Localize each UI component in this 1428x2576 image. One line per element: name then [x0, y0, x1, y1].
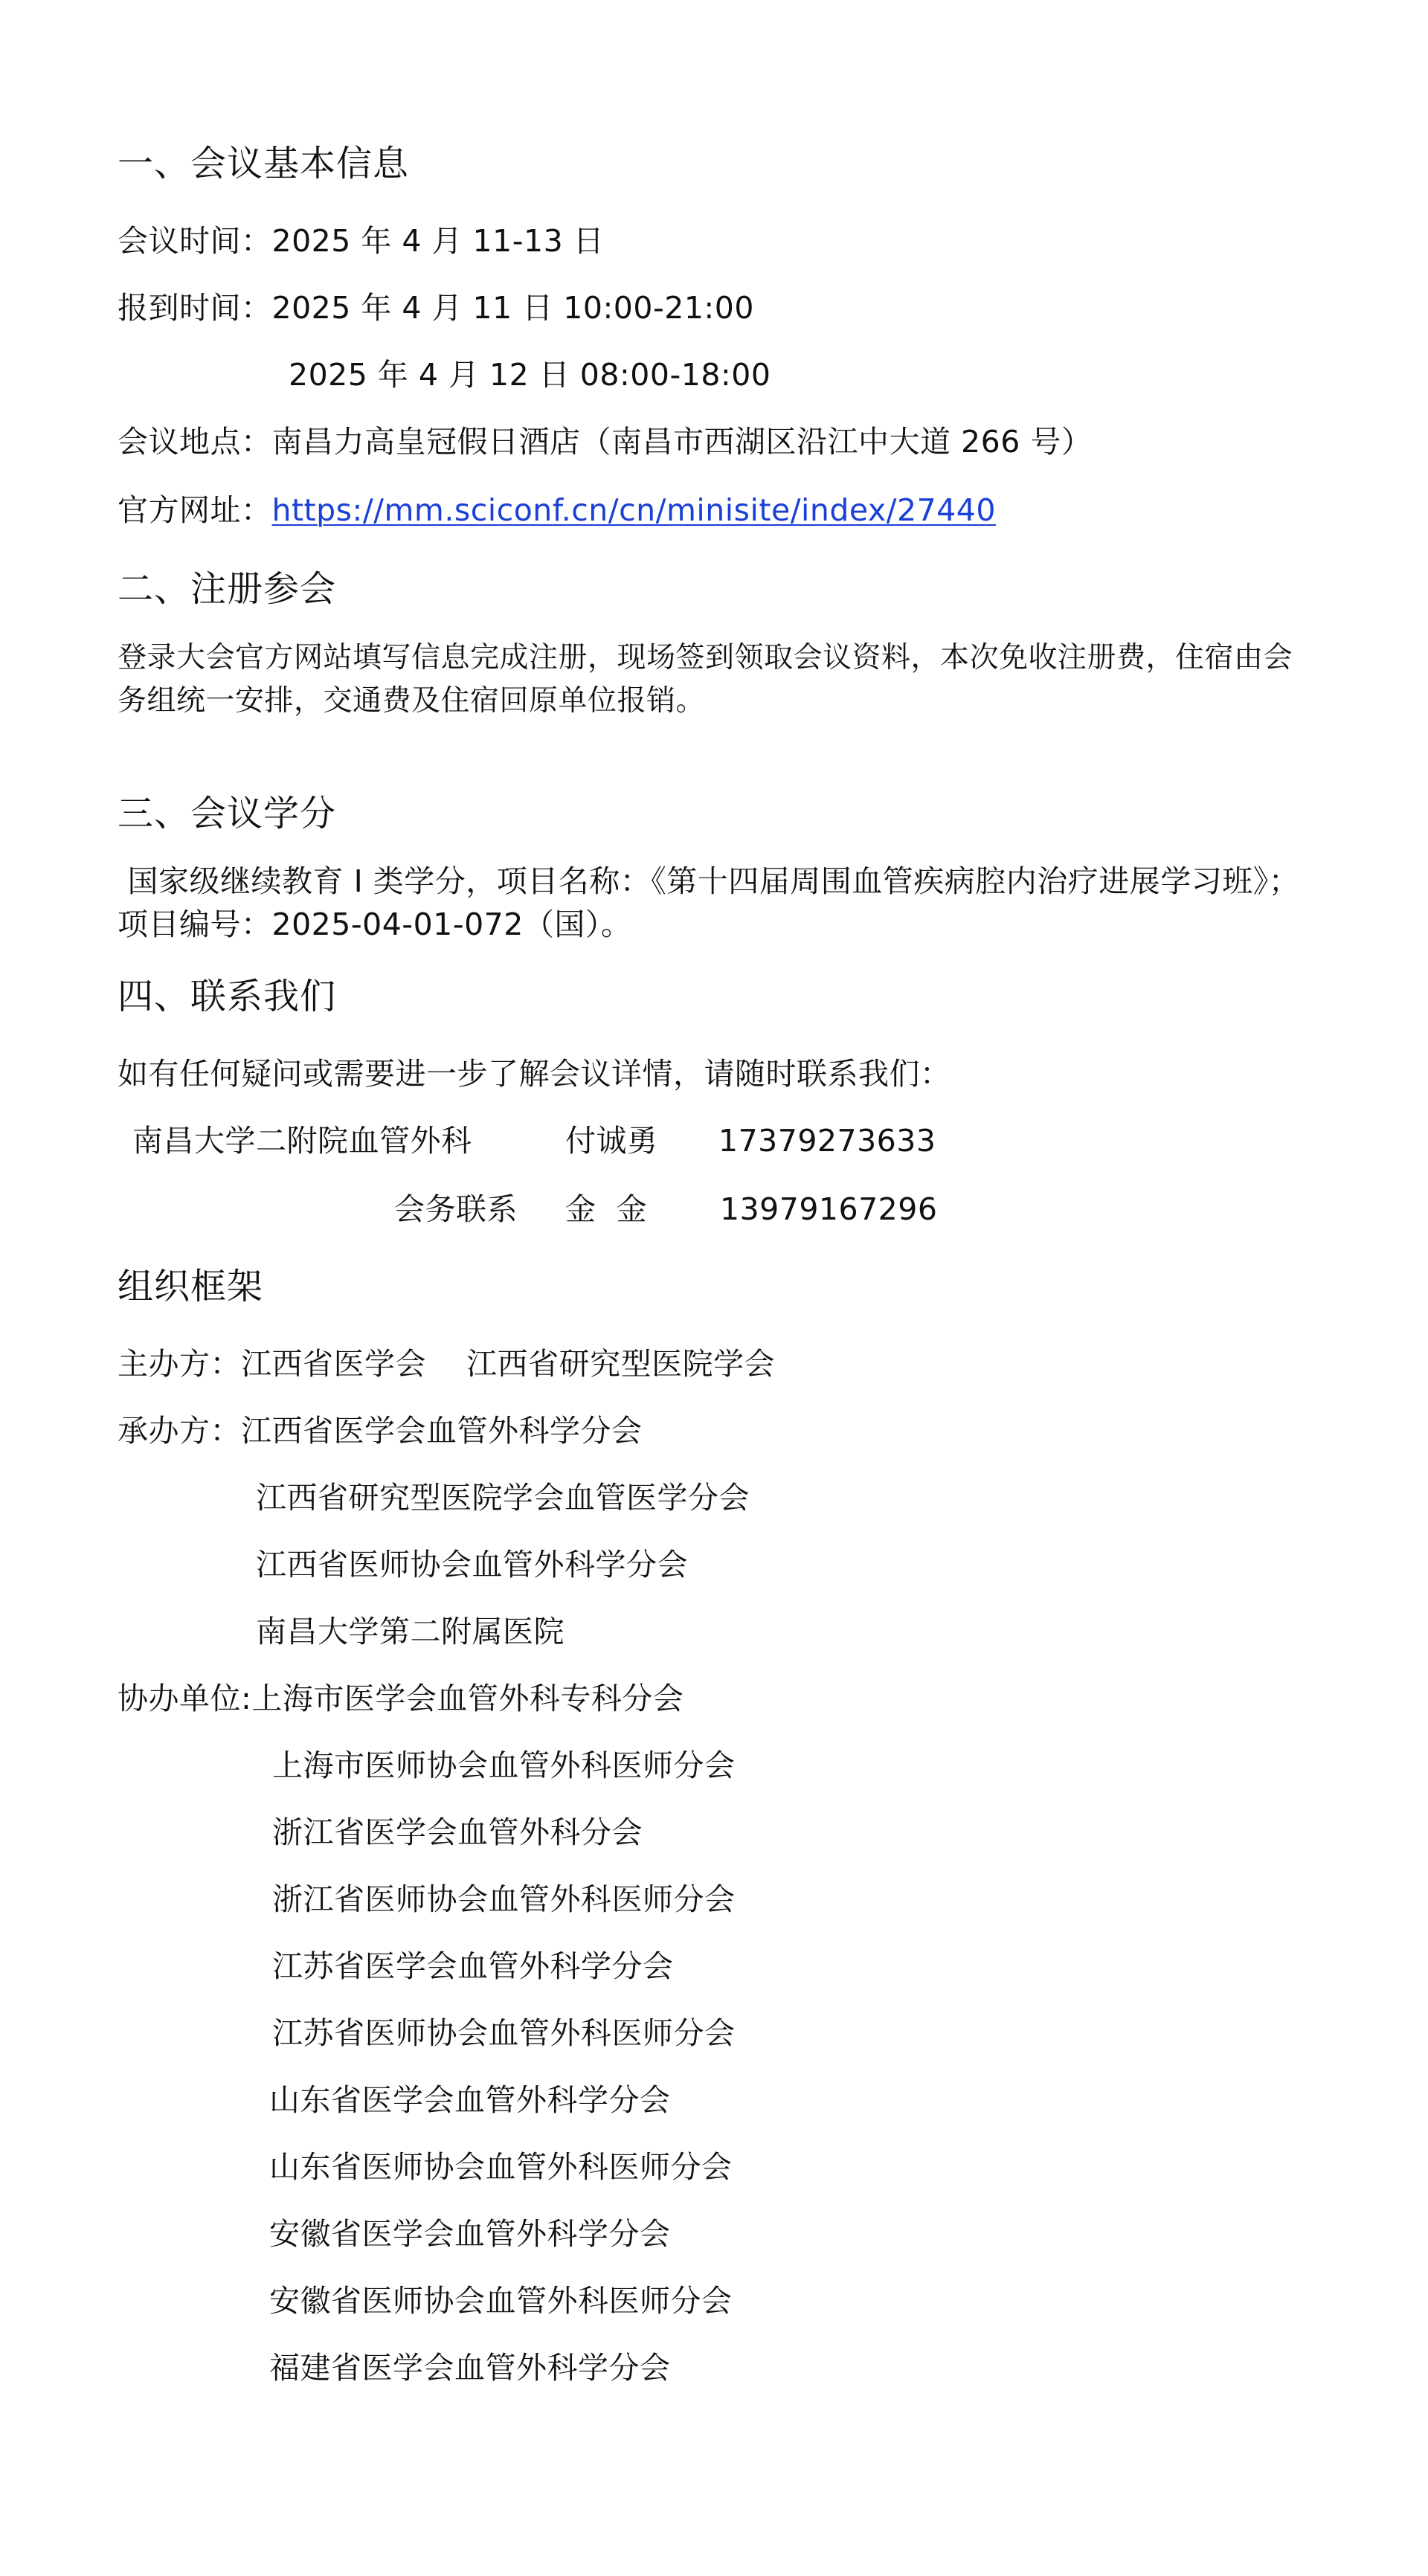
co-organizer-item: 山东省医师协会血管外科医师分会 — [269, 2149, 733, 2185]
co-organizer-item: 安徽省医学会血管外科学分会 — [269, 2216, 671, 2252]
website-link[interactable]: https://mm.sciconf.cn/cn/minisite/index/27440 — [271, 492, 996, 528]
organizer-item: 江西省医师协会血管外科学分会 — [256, 1547, 688, 1582]
contact-phone-2: 13979167296 — [720, 1191, 938, 1227]
co-organizer-item: 江苏省医师协会血管外科医师分会 — [272, 2015, 736, 2051]
co-organizer-item: 上海市医学会血管外科专科分会 — [251, 1681, 684, 1716]
contact-intro: 如有任何疑问或需要进一步了解会议详情，请随时联系我们： — [118, 1056, 951, 1092]
contact-org-1: 南昌大学二附院血管外科 — [132, 1123, 472, 1159]
section1-heading: 一、会议基本信息 — [118, 143, 410, 184]
website-row — [118, 491, 996, 529]
organizer-item: 江西省医学会血管外科学分会 — [241, 1413, 643, 1449]
venue-value: 南昌力高皇冠假日酒店（南昌市西湖区沿江中大道 266 号） — [271, 424, 1093, 460]
section2-heading: 二、注册参会 — [118, 568, 337, 610]
organizer-item: 江西省研究型医院学会血管医学分会 — [256, 1480, 750, 1516]
contact-phone-1: 17379273633 — [718, 1123, 936, 1159]
organizers-label: 承办方： — [118, 1413, 241, 1449]
contact-org-2: 会务联系 — [394, 1191, 518, 1227]
meeting-time-label: 会议时间： — [118, 223, 272, 259]
checkin-time-value-2: 2025 年 4 月 12 日 08:00-18:00 — [289, 357, 771, 393]
organizer-item: 南昌大学第二附属医院 — [256, 1614, 565, 1649]
contact-name-1: 付诚勇 — [565, 1123, 658, 1159]
co-organizer-item: 浙江省医师协会血管外科医师分会 — [272, 1881, 736, 1917]
section4-heading: 四、联系我们 — [118, 976, 337, 1017]
venue-row — [118, 422, 1092, 461]
checkin-time-label: 报到时间： — [118, 290, 272, 326]
co-organizers-row — [118, 1679, 684, 1718]
website-label: 官方网址： — [118, 492, 272, 528]
hosts-label: 主办方： — [118, 1346, 241, 1382]
registration-paragraph: 登录大会官方网站填写信息完成注册，现场签到领取会议资料，本次免收注册费，住宿由会务组统一安排，交通费及住宿回原单位报销。 — [118, 641, 1293, 718]
co-organizer-item: 安徽省医师协会血管外科医师分会 — [269, 2283, 733, 2319]
organizers-row — [118, 1411, 643, 1450]
checkin-time-row — [118, 289, 754, 327]
co-organizers-label: 协办单位: — [118, 1681, 252, 1716]
venue-label: 会议地点： — [118, 424, 272, 460]
hosts-value: 江西省医学会 江西省研究型医院学会 — [241, 1346, 776, 1382]
meeting-time-value: 2025 年 4 月 11-13 日 — [271, 223, 605, 259]
co-organizer-item: 山东省医学会血管外科学分会 — [269, 2082, 671, 2118]
co-organizer-item: 江苏省医学会血管外科学分会 — [272, 1948, 674, 1984]
co-organizer-item: 上海市医师协会血管外科医师分会 — [272, 1748, 736, 1783]
hosts-row — [118, 1345, 775, 1383]
organization-heading: 组织框架 — [118, 1266, 264, 1307]
meeting-time-row — [118, 222, 604, 260]
section3-heading: 三、会议学分 — [118, 793, 337, 834]
contact-name-2: 金 金 — [565, 1191, 648, 1227]
co-organizer-item: 浙江省医学会血管外科分会 — [272, 1815, 643, 1850]
checkin-time-value-1: 2025 年 4 月 11 日 10:00-21:00 — [271, 290, 754, 326]
credits-paragraph: 国家级继续教育 I 类学分，项目名称：《第十四届周围血管疾病腔内治疗进展学习班》；项目编号：2025-04-01-072（国）。 — [118, 863, 1300, 942]
co-organizer-item: 福建省医学会血管外科学分会 — [269, 2350, 671, 2386]
